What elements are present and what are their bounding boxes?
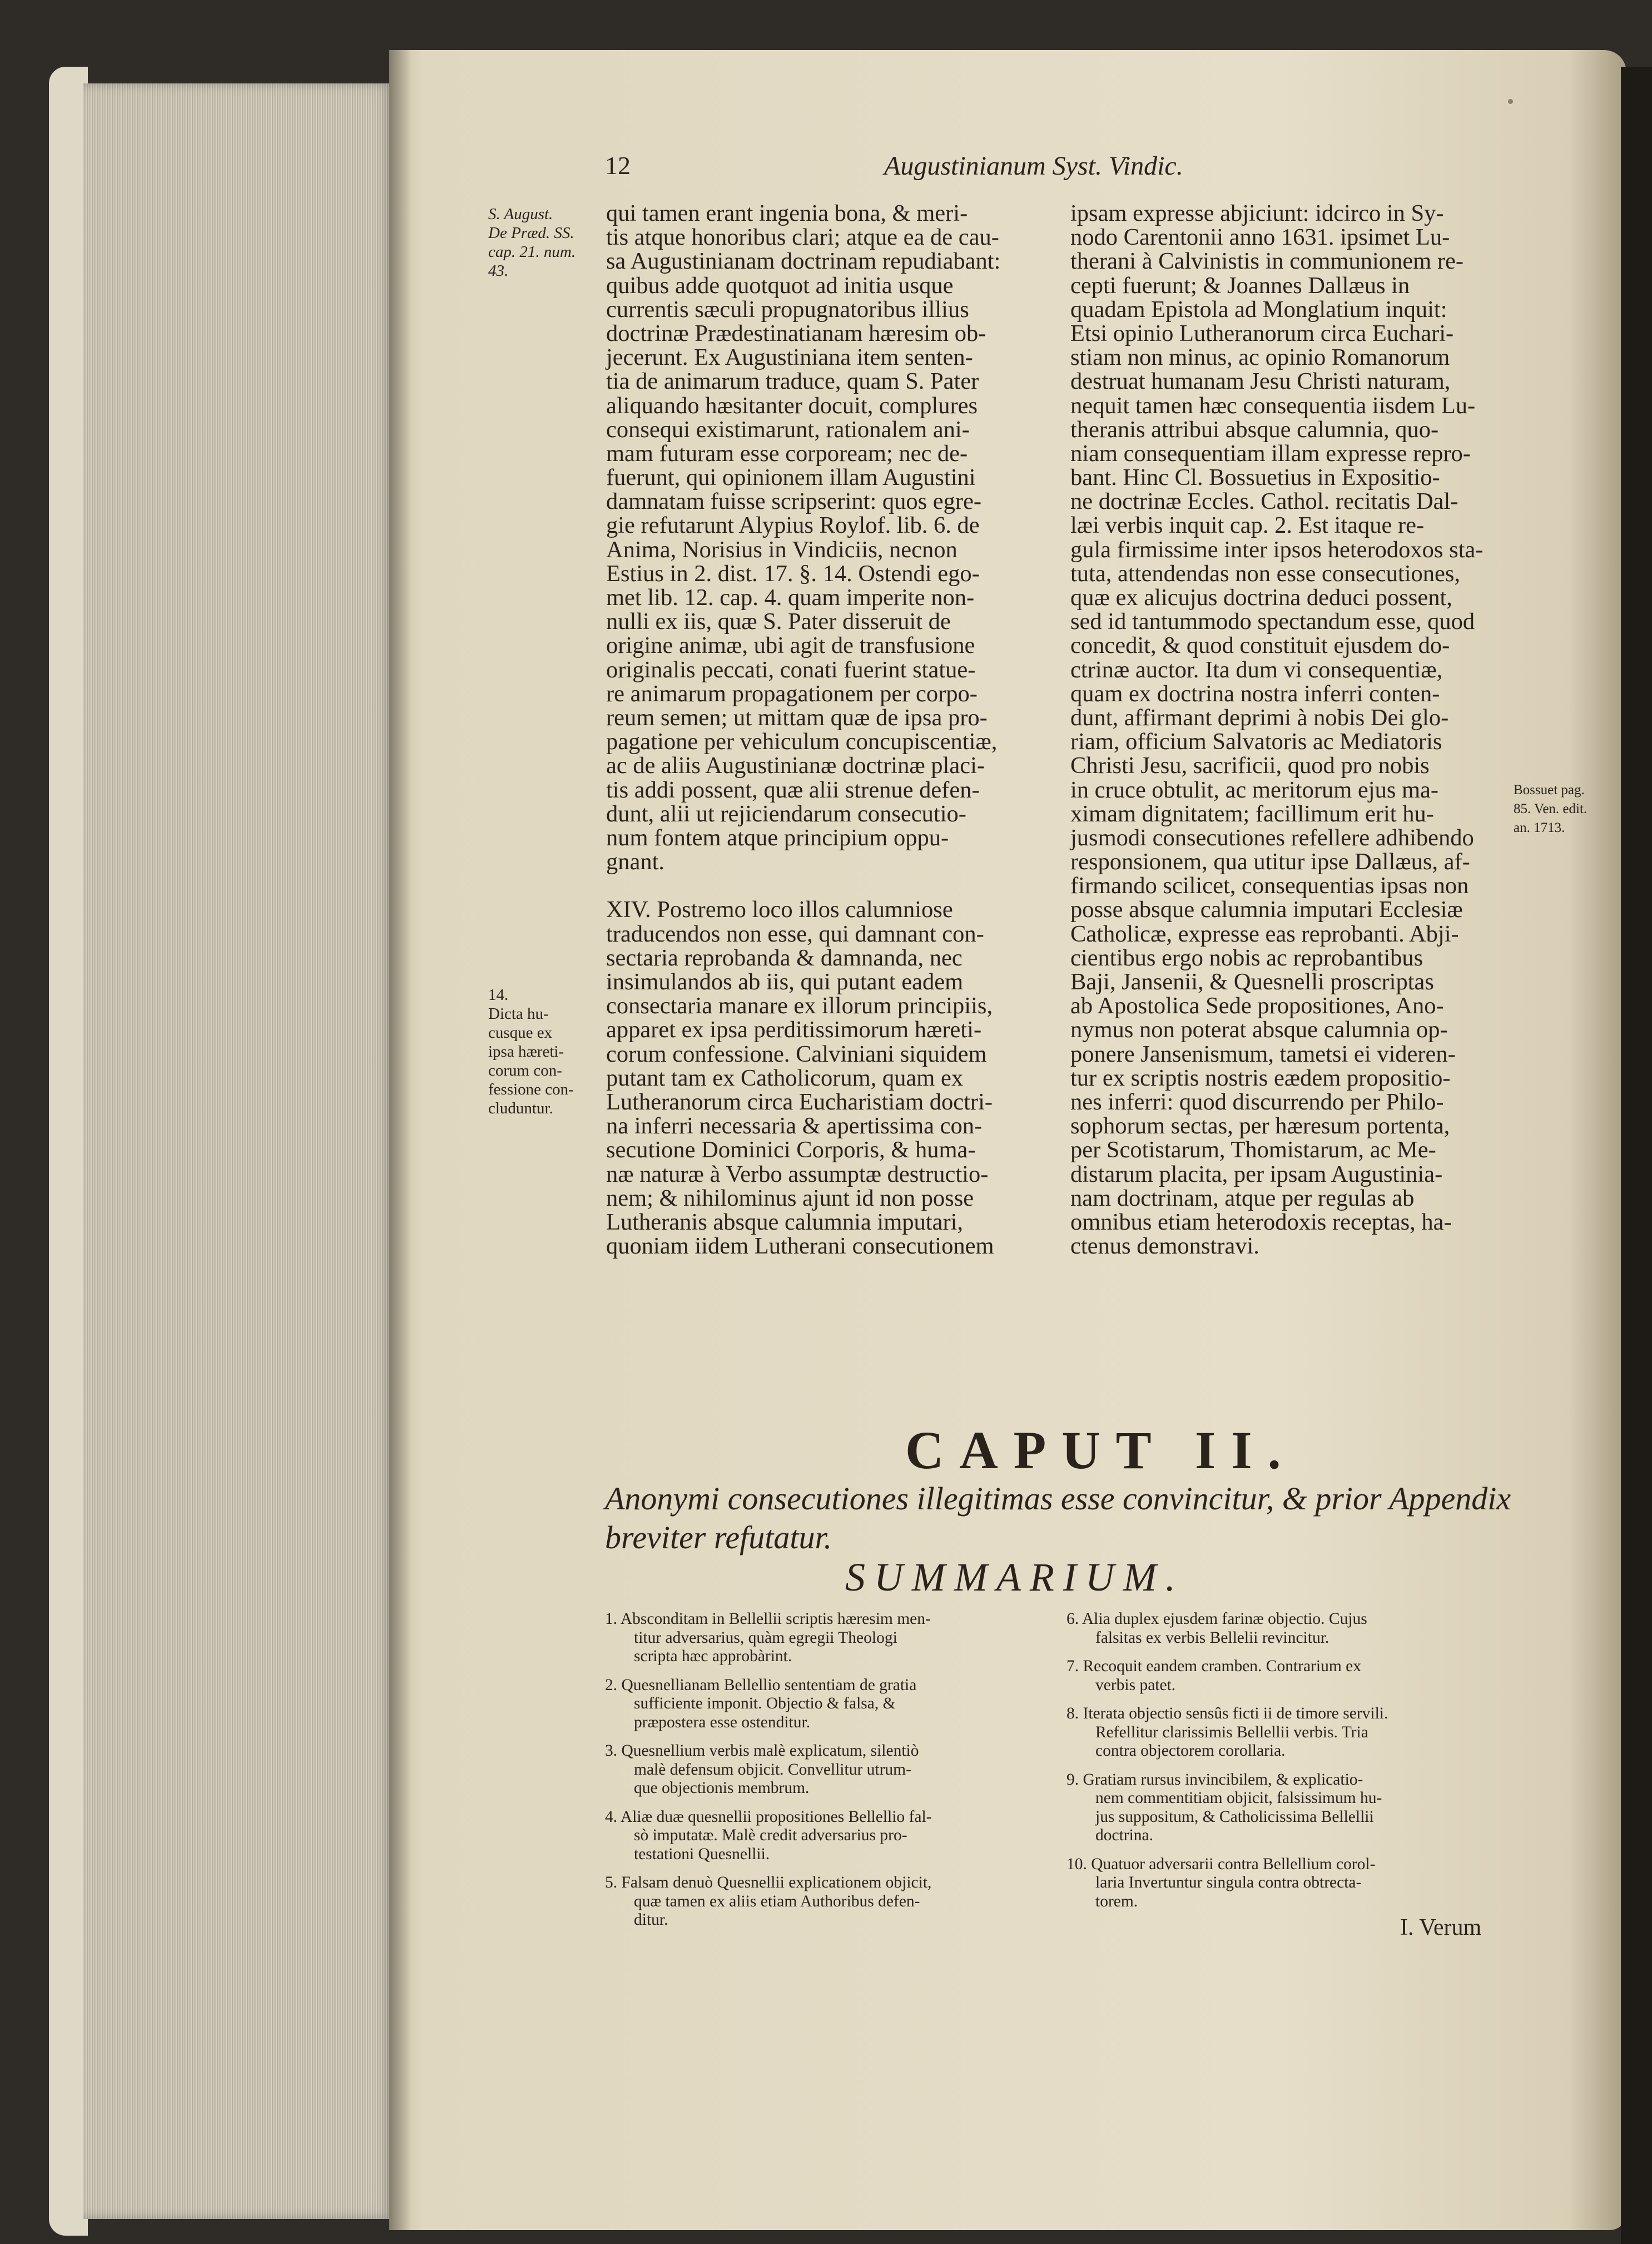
summarium-item-line: nem commentitiam objicit, falsissimum hu- bbox=[1095, 1789, 1382, 1807]
summarium-item-line: 5. Falsam denuò Quesnellii explicationem objicit, bbox=[605, 1874, 932, 1891]
left-column-line: XIV. Postremo loco illos calumniose bbox=[606, 896, 953, 923]
right-column-line: riam, officium Salvatoris ac Mediatoris bbox=[1070, 729, 1442, 755]
summarium-item-line: scripta hæc approbàrint. bbox=[634, 1647, 792, 1665]
right-column-line: in cruce obtulit, ac meritorum ejus ma- bbox=[1070, 776, 1439, 803]
left-margin-note-2-line: cluduntur. bbox=[488, 1099, 553, 1117]
left-margin-note-2-line: ipsa hæreti- bbox=[488, 1043, 564, 1061]
left-margin-note-2-line: cusque ex bbox=[488, 1024, 553, 1042]
book-cover-edge bbox=[49, 67, 88, 2236]
right-column-line: jusmodi consecutiones refellere adhibendo bbox=[1070, 824, 1474, 851]
left-column-line: sa Augustinianam doctrinam repudiabant: bbox=[606, 248, 1001, 275]
right-column-line: ne doctrinæ Eccles. Cathol. recitatis Dal- bbox=[1070, 488, 1458, 515]
right-column-line: tuta, attendendas non esse consecutiones, bbox=[1070, 560, 1461, 587]
left-column-line: Lutheranis absque calumnia imputari, bbox=[606, 1208, 964, 1235]
right-column-line: ab Apostolica Sede propositiones, Ano- bbox=[1070, 993, 1444, 1019]
margin-note-august bbox=[488, 205, 576, 280]
left-column-line: gnant. bbox=[606, 849, 665, 875]
right-column-line: nequit tamen hæc consequentia iisdem Lu- bbox=[1070, 392, 1476, 419]
right-column-line: cepti fuerunt; & Joannes Dallæus in bbox=[1070, 272, 1410, 299]
summarium-item-line: falsitas ex verbis Bellelii revincitur. bbox=[1095, 1628, 1329, 1647]
summarium-right-list bbox=[1066, 1610, 1517, 1911]
left-column-line: doctrinæ Prædestinatianam hæresim ob- bbox=[606, 320, 986, 346]
left-column-line: reum semen; ut mittam quæ de ipsa pro- bbox=[606, 704, 988, 731]
page-gutter-shadow bbox=[389, 50, 411, 2230]
margin-note-section-14 bbox=[488, 985, 574, 1118]
left-column-line: secutione Dominici Corporis, & huma- bbox=[606, 1137, 976, 1163]
chapter-title: CAPUT II. bbox=[905, 1420, 1297, 1480]
right-column-line: Baji, Jansenii, & Quesnelli proscriptas bbox=[1070, 969, 1434, 995]
right-column-line: therani à Calvinistis in communionem re- bbox=[1070, 248, 1464, 275]
running-head: Augustinianum Syst. Vindic. bbox=[884, 151, 1183, 181]
summarium-item-line: 2. Quesnellianam Bellellio sententiam de gratia bbox=[605, 1676, 917, 1694]
page-number: 12 bbox=[605, 151, 631, 180]
summarium-item-line: que objectionis membrum. bbox=[634, 1779, 810, 1797]
right-column-line: firmando scilicet, consequentias ipsas non bbox=[1070, 873, 1469, 899]
summarium-item-line: titur adversarius, quàm egregii Theologi bbox=[634, 1628, 897, 1647]
left-column-line: originalis peccati, conati fuerint statue- bbox=[606, 656, 976, 683]
right-column-line: destruat humanam Jesu Christi naturam, bbox=[1070, 368, 1451, 395]
left-column-line: pagatione per vehiculum concupiscentiæ, bbox=[606, 729, 998, 755]
right-column-line: posse absque calumnia imputari Ecclesiæ bbox=[1070, 896, 1463, 923]
left-column-line: putant tam ex Catholicorum, quam ex bbox=[606, 1064, 964, 1091]
left-column-line: mam futuram esse corpoream; nec de- bbox=[606, 440, 968, 467]
left-column-line: jecerunt. Ex Augustiniana item senten- bbox=[606, 344, 973, 371]
left-margin-note-1-line: S. August. bbox=[488, 205, 553, 223]
left-column-line: consectaria manare ex illorum principiis, bbox=[606, 993, 993, 1019]
right-column-line: responsionem, qua utitur ipse Dallæus, af- bbox=[1070, 849, 1470, 875]
right-column-line: sed id tantummodo spectandum esse, quod bbox=[1070, 608, 1475, 635]
page-spot bbox=[1508, 99, 1513, 104]
left-column-line: tis addi possent, quæ alii strenue defen- bbox=[606, 776, 980, 803]
summarium-item-line: sufficiente imponit. Objectio & falsa, & bbox=[634, 1695, 896, 1712]
right-column-line: ponere Jansenismum, tametsi ei videren- bbox=[1070, 1041, 1456, 1067]
left-margin-note-1-line: cap. 21. num. bbox=[488, 243, 576, 261]
left-column-line: Anima, Norisius in Vindiciis, necnon bbox=[606, 536, 958, 563]
left-column-line: currentis sæculi propugnatoribus illius bbox=[606, 296, 969, 323]
right-column-line: per Scotistarum, Thomistarum, ac Me- bbox=[1070, 1137, 1436, 1163]
right-column-line: ipsam expresse abjiciunt: idcirco in Sy- bbox=[1070, 200, 1444, 226]
right-column-line: concedit, & quod constituit ejusdem do- bbox=[1070, 632, 1450, 659]
summarium-title: SUMMARIUM. bbox=[845, 1555, 1184, 1599]
right-column-line: nam doctrinam, atque per regulas ab bbox=[1070, 1185, 1415, 1211]
left-column-line: qui tamen erant ingenia bona, & meri- bbox=[606, 200, 968, 226]
left-column-line: nulli ex iis, quæ S. Pater disseruit de bbox=[606, 608, 951, 635]
right-column-line: cientibus ergo nobis ac reprobantibus bbox=[1070, 944, 1423, 971]
summarium-item-line: 1. Absconditam in Bellellii scriptis hæresim men- bbox=[605, 1610, 931, 1628]
right-column-line: gula firmissime inter ipsos heterodoxos sta- bbox=[1070, 536, 1484, 563]
summarium-item-line: ditur. bbox=[634, 1911, 668, 1929]
right-column-line: sophorum sectas, per hæresum portenta, bbox=[1070, 1113, 1450, 1140]
right-column-line: omnibus etiam heterodoxis receptas, ha- bbox=[1070, 1208, 1452, 1235]
summarium-item-line: 8. Iterata objectio sensûs ficti ii de timore servili. bbox=[1066, 1705, 1388, 1722]
right-column-line: dunt, affirmant deprimi à nobis Dei glo- bbox=[1070, 704, 1449, 731]
left-column-line: damnatam fuisse scripserint: quos egre- bbox=[606, 488, 982, 515]
summarium-item-line: doctrina. bbox=[1095, 1826, 1154, 1844]
left-column-line: næ naturæ à Verbo assumptæ destructio- bbox=[606, 1161, 989, 1187]
chapter-subtitle: Anonymi consecutiones illegitimas esse convincitur, & prior Appendix breviter refutatur. bbox=[605, 1480, 1511, 1556]
right-column-line: stiam non minus, ac opinio Romanorum bbox=[1070, 344, 1450, 371]
left-column-line: sectaria reprobanda & damnanda, nec bbox=[606, 944, 963, 971]
right-column-line: bant. Hinc Cl. Bossuetius in Expositio- bbox=[1070, 464, 1440, 491]
right-column-line: tur ex scriptis nostris eædem propositio- bbox=[1070, 1064, 1451, 1091]
left-column-line: gie refutarunt Alypius Roylof. lib. 6. de bbox=[606, 512, 980, 539]
right-column-line: læi verbis inquit cap. 2. Est itaque re- bbox=[1070, 512, 1425, 539]
summarium-item-line: torem. bbox=[1095, 1892, 1138, 1910]
right-margin-note-line: 85. Ven. edit. bbox=[1514, 801, 1587, 816]
left-margin-note-2-line: 14. bbox=[488, 986, 509, 1004]
summarium-item-line: laria Invertuntur singula contra obtrecta- bbox=[1095, 1874, 1362, 1891]
summarium-item-line: 4. Aliæ duæ quesnellii propositiones Bellellio fal- bbox=[605, 1807, 932, 1826]
right-column-line: ctenus demonstravi. bbox=[1070, 1233, 1259, 1260]
right-column-line: Catholicæ, expresse eas reprobanti. Abji- bbox=[1070, 920, 1459, 947]
left-column-line: tia de animarum traduce, quam S. Pater bbox=[606, 368, 979, 395]
summarium-item-line: 6. Alia duplex ejusdem farinæ objectio. Cujus bbox=[1066, 1610, 1367, 1628]
left-text-column bbox=[606, 201, 1056, 1258]
left-column-line: re animarum propagationem per corpo- bbox=[606, 680, 978, 707]
left-margin-note-2-line: corum con- bbox=[488, 1062, 562, 1079]
left-column-line: corum confessione. Calviniani siquidem bbox=[606, 1041, 987, 1067]
right-column-line: quadam Epistola ad Monglatium inquit: bbox=[1070, 296, 1447, 323]
summarium-item-line: 9. Gratiam rursus invincibilem, & explicatio- bbox=[1066, 1770, 1363, 1789]
left-column-line bbox=[606, 874, 1056, 898]
page-edges-stack bbox=[83, 83, 395, 2219]
right-column-line: nodo Carentonii anno 1631. ipsimet Lu- bbox=[1070, 224, 1450, 251]
right-column-line: Etsi opinio Lutheranorum circa Euchari- bbox=[1070, 320, 1454, 346]
right-column-line: niam consequentiam illam expresse repro- bbox=[1070, 440, 1471, 467]
left-column-line: nem; & nihilominus ajunt id non posse bbox=[606, 1185, 974, 1211]
left-margin-note-2-line: Dicta hu- bbox=[488, 1005, 549, 1023]
left-column-line: origine animæ, ubi agit de transfusione bbox=[606, 632, 975, 659]
left-column-line: ac de aliis Augustinianæ doctrinæ placi- bbox=[606, 752, 985, 779]
summarium-item-line: 3. Quesnellium verbis malè explicatum, silentiò bbox=[605, 1742, 919, 1760]
left-column-line: fuerunt, qui opinionem illam Augustini bbox=[606, 464, 976, 491]
right-background bbox=[1621, 67, 1652, 2244]
left-column-line: Lutheranorum circa Eucharistiam doctri- bbox=[606, 1088, 993, 1115]
right-column-line: Christi Jesu, sacrificii, quod pro nobis bbox=[1070, 752, 1430, 779]
left-column-line: num fontem atque principium oppu- bbox=[606, 824, 949, 851]
summarium-item-line: quæ tamen ex aliis etiam Authoribus defen- bbox=[634, 1892, 920, 1910]
summarium-item-line: præpostera esse ostenditur. bbox=[634, 1713, 811, 1731]
left-column-line: na inferri necessaria & apertissima con- bbox=[606, 1113, 983, 1140]
right-column-line: ctrinæ auctor. Ita dum vi consequentiæ, bbox=[1070, 656, 1443, 683]
left-column-line: met lib. 12. cap. 4. quam imperite non- bbox=[606, 584, 975, 611]
right-column-line: nes inferri: quod discurrendo per Philo- bbox=[1070, 1088, 1444, 1115]
summarium-item-line: 7. Recoquit eandem cramben. Contrarium ex bbox=[1066, 1657, 1362, 1675]
summarium-item-line: verbis patet. bbox=[1095, 1676, 1176, 1694]
left-margin-note-2-line: fessione con- bbox=[488, 1081, 574, 1098]
right-text-column bbox=[1070, 201, 1510, 1258]
left-column-line: dunt, alii ut rejiciendarum consecutio- bbox=[606, 800, 966, 827]
right-column-line: theranis attribui absque calumnia, quo- bbox=[1070, 416, 1439, 443]
catchword: I. Verum bbox=[1400, 1915, 1482, 1940]
left-column-line: aliquando hæsitanter docuit, complures bbox=[606, 392, 978, 419]
left-column-line: consequi existimarunt, rationalem ani- bbox=[606, 416, 970, 443]
right-column-line: distarum placita, per ipsam Augustinia- bbox=[1070, 1161, 1443, 1187]
summarium-item-line: jus suppositum, & Catholicissima Bellellii bbox=[1095, 1807, 1374, 1826]
summarium-item-line: Refellitur clarissimis Bellellii verbis. Tria bbox=[1095, 1723, 1368, 1741]
right-margin-note-line: Bossuet pag. bbox=[1514, 782, 1585, 797]
left-column-line: tis atque honoribus clari; atque ea de cau- bbox=[606, 224, 999, 251]
left-margin-note-1-line: De Præd. SS. bbox=[488, 224, 574, 242]
right-margin-note-line: an. 1713. bbox=[1514, 820, 1565, 835]
right-column-line: ximam dignitatem; facillimum erit hu- bbox=[1070, 800, 1434, 827]
right-column-line: quam ex doctrina nostra inferri conten- bbox=[1070, 680, 1440, 707]
left-column-line: Estius in 2. dist. 17. §. 14. Ostendi ego- bbox=[606, 560, 980, 587]
left-column-line: quibus adde quotquot ad initia usque bbox=[606, 272, 954, 299]
summarium-item-line: sò imputatæ. Malè credit adversarius pro- bbox=[634, 1826, 907, 1844]
summarium-item-line: malè defensum objicit. Convellitur utrum- bbox=[634, 1760, 911, 1779]
summarium-item-line: contra objectorem corollaria. bbox=[1095, 1742, 1286, 1760]
left-margin-note-1-line: 43. bbox=[488, 262, 509, 280]
left-column-line: traducendos non esse, qui damnant con- bbox=[606, 920, 984, 947]
left-column-line: quoniam iidem Lutherani consecutionem bbox=[606, 1233, 994, 1260]
right-column-line: nymus non poterat absque calumnia op- bbox=[1070, 1017, 1448, 1043]
left-column-line: insimulandos ab iis, qui putant eadem bbox=[606, 969, 964, 995]
summarium-item-line: 10. Quatuor adversarii contra Bellellium corol- bbox=[1066, 1855, 1376, 1873]
summarium-left-list bbox=[605, 1610, 1050, 1930]
left-column-line: apparet ex ipsa perditissimorum hæreti- bbox=[606, 1017, 982, 1043]
right-column-line: quæ ex alicujus doctrina deduci possent, bbox=[1070, 584, 1452, 611]
summarium-item-line: testationi Quesnellii. bbox=[634, 1845, 770, 1863]
margin-note-bossuet bbox=[1514, 781, 1587, 838]
